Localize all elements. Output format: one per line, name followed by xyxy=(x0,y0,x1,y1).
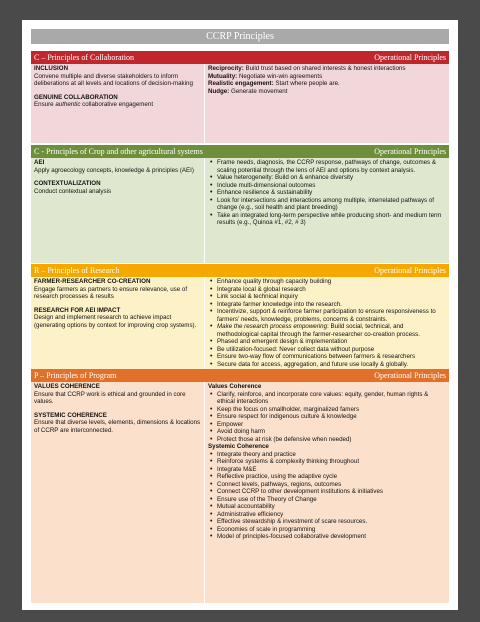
operational-list xyxy=(208,159,446,227)
section-header xyxy=(31,264,449,277)
right-column xyxy=(204,64,449,143)
list-item: • Connect CCRP to other development institutions & initiatives xyxy=(217,488,446,496)
principle-title: GENUINE COLLABORATION xyxy=(34,93,118,101)
list-item: • Take an integrated long-term perspective while producing short- and medium term results (e.g., Quinoa #1, #2, # 3) xyxy=(217,212,446,227)
principle-text: Ensure authentic collaborative engagement xyxy=(34,101,154,109)
section-program xyxy=(31,369,449,603)
list-item: • Reflective practice, using the adaptive cycle xyxy=(217,473,446,481)
section-heading: C - Principles of Crop and other agricultural systems xyxy=(34,147,203,156)
list-item: • Administrative efficiency xyxy=(217,511,446,519)
document-page xyxy=(22,20,458,610)
operational-label: Operational Principles xyxy=(374,371,446,380)
list-item: • Ensure two-way flow of communications between farmers & researchers xyxy=(217,353,446,361)
operational-item: Nudge: Generate movement xyxy=(208,87,288,95)
principle-text: Convene multiple and diverse stakeholders to inform deliberations at all levels and locations of decision-making xyxy=(34,72,193,88)
list-item: • Protect those at risk (be defensive when needed) xyxy=(217,436,446,444)
operational-item: Mutuality: Negotiate win-win agreements xyxy=(208,72,323,80)
list-item: • Secure data for access, aggregation, and future use locally & globally. xyxy=(217,361,446,369)
list-item: • Connect levels, pathways, regions, outcomes xyxy=(217,481,446,489)
list-item: • Economies of scale in programming xyxy=(217,526,446,534)
section-header xyxy=(31,145,449,158)
list-item: • Look for intersections and interactions among multiple, interrelated pathways of change (e.g., soil health and plant breeding) xyxy=(217,197,446,212)
left-column xyxy=(31,158,204,263)
list-item: • Mutual accountability xyxy=(217,503,446,511)
section-header xyxy=(31,51,449,64)
operational-item: Realistic engagement: Start where people are. xyxy=(208,80,340,88)
left-column xyxy=(31,382,204,603)
principle-title: INCLUSION xyxy=(34,65,69,72)
list-item: • Integrate local & global research xyxy=(217,286,446,294)
list-item: • Keep the focus on smallholder, marginalized famers xyxy=(217,406,446,414)
list-item: • Integrate M&E xyxy=(217,466,446,474)
operational-item: Reciprocity: Build trust based on shared interests & honest interactions xyxy=(208,65,406,72)
subheading: Systemic Coherence xyxy=(208,443,269,450)
principle-text: Design and implement research to achieve impact (generating options by context for improving crop systems). xyxy=(34,314,197,329)
section-body xyxy=(31,382,449,603)
principle-title: VALUES COHERENCE xyxy=(34,383,100,390)
principle-text: Conduct contextual analysis xyxy=(34,187,112,195)
principle-text: Engage farmers as partners to ensure relevance, use of research processes & results xyxy=(34,285,188,301)
principle-title: AEI xyxy=(34,159,45,166)
list-item: • Enhance quality through capacity building xyxy=(217,278,446,286)
subheading: Values Coherence xyxy=(208,383,262,390)
list-item: • Phased and emergent design & implementation xyxy=(217,338,446,346)
section-heading: R – Principles of Research xyxy=(34,266,120,275)
list-item: • Clarify, reinforce, and incorporate core values: equity, gender, human rights & ethical interactions xyxy=(217,391,446,406)
principle-text: Ensure that diverse levels, elements, dimensions & locations of CCRP are interconnected. xyxy=(34,419,201,434)
section-header xyxy=(31,369,449,382)
document-title: CCRP Principles xyxy=(31,29,449,44)
operational-label: Operational Principles xyxy=(374,53,446,62)
principle-text: Apply agroecology concepts, knowledge & principles (AEI) xyxy=(34,166,194,174)
section-body xyxy=(31,158,449,263)
left-column xyxy=(31,277,204,378)
list-item: • Be utilization-focused: Never collect data without purpose xyxy=(217,346,446,354)
values-list xyxy=(208,391,446,444)
left-column xyxy=(31,64,204,143)
operational-list xyxy=(208,278,446,368)
right-column xyxy=(204,158,449,263)
list-item: • Enhance resilience & sustainability xyxy=(217,189,446,197)
right-column xyxy=(204,277,449,378)
list-item: • Reinforce systems & complexity thinking throughout xyxy=(217,458,446,466)
list-item: • Ensure respect for indigenous culture & knowledge xyxy=(217,413,446,421)
principle-title: SYSTEMIC COHERENCE xyxy=(34,411,107,419)
right-column xyxy=(204,382,449,603)
list-item: • Value heterogeneity: Build on & enhance diversity xyxy=(217,174,446,182)
operational-label: Operational Principles xyxy=(374,266,446,275)
principle-title: CONTEXTUALIZATION xyxy=(34,180,101,188)
list-item: • Incentivize, support & reinforce farmer participation to ensure responsiveness to farmers’ needs, knowledge, problems, concerns & constraints. xyxy=(217,308,446,323)
section-body xyxy=(31,277,449,378)
systemic-list xyxy=(208,451,446,541)
section-collaboration xyxy=(31,51,449,143)
list-item: • Avoid doing harm xyxy=(217,428,446,436)
list-item: • Integrate theory and practice xyxy=(217,451,446,459)
list-item: • Include multi-dimensional outcomes xyxy=(217,182,446,190)
principle-title: RESEARCH FOR AEI IMPACT xyxy=(34,306,121,314)
list-item: • Make the research process empowering: Build social, technical, and methodological capital through the farmer-researcher co-creation process. xyxy=(217,323,446,338)
list-item: • Integrate farmer knowledge into the research. xyxy=(217,301,446,309)
operational-label: Operational Principles xyxy=(374,147,446,156)
list-item: • Effective stewardship & investment of scare resources. xyxy=(217,518,446,526)
list-item: • Model of principles-focused collaborative development xyxy=(217,533,446,541)
list-item: • Link social & technical inquiry xyxy=(217,293,446,301)
principle-text: Ensure that CCRP work is ethical and grounded in core values. xyxy=(34,390,186,406)
section-crop xyxy=(31,145,449,263)
principle-title: FARMER-RESEARCHER CO-CREATION xyxy=(34,278,151,285)
section-body xyxy=(31,64,449,143)
section-heading: P – Principles of Program xyxy=(34,371,117,380)
list-item: • Empower xyxy=(217,421,446,429)
section-research xyxy=(31,264,449,378)
section-heading: C – Principles of Collaboration xyxy=(34,53,134,62)
list-item: • Frame needs, diagnosis, the CCRP response, pathways of change, outcomes & scaling potential through the lens of AEI and options by context analysis. xyxy=(217,159,446,174)
list-item: • Ensure use of the Theory of Change xyxy=(217,496,446,504)
